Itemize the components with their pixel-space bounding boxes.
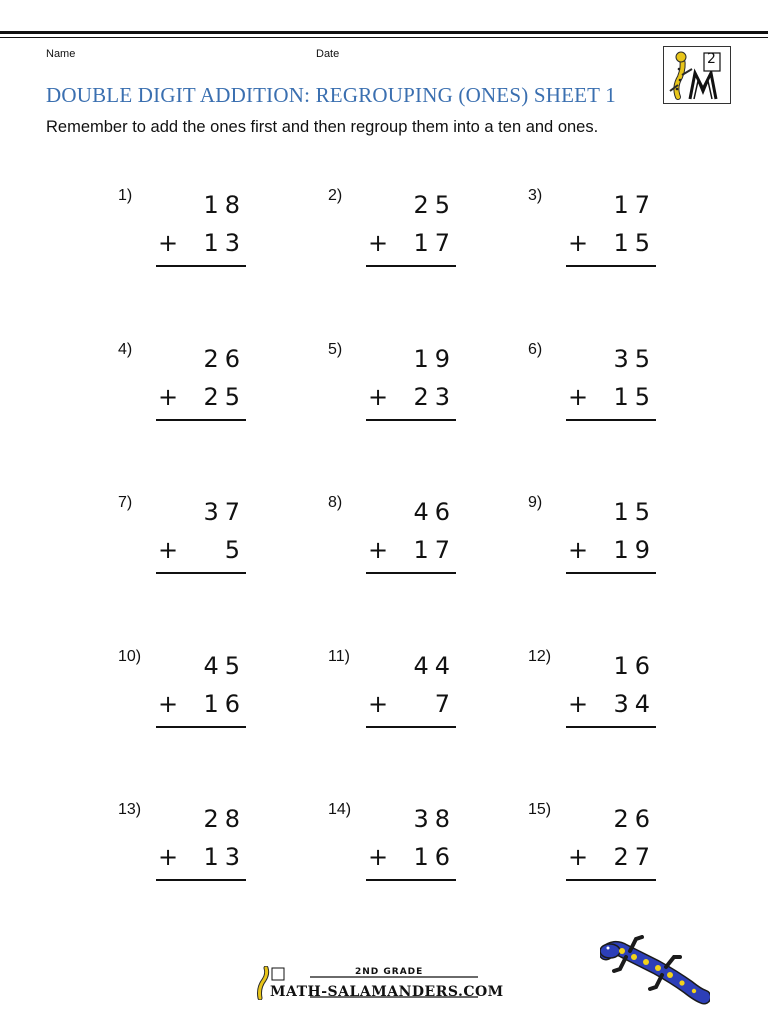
- problem-2: [328, 187, 488, 267]
- problem-number: 1): [118, 187, 133, 204]
- problem-bottom-addend: 15: [613, 229, 656, 257]
- problem-number: 4): [118, 341, 133, 358]
- answer-line: [566, 419, 656, 421]
- problem-9: [528, 494, 688, 574]
- problem-number: 14): [328, 801, 352, 818]
- problem-top-addend: 25: [413, 191, 456, 219]
- problem-bottom-addend: 27: [613, 843, 656, 871]
- answer-line: [366, 879, 456, 881]
- problem-10: [118, 648, 278, 728]
- problem-bottom-addend: 7: [421, 690, 456, 718]
- problem-bottom-addend: 17: [413, 229, 456, 257]
- plus-sign: +: [568, 383, 589, 411]
- grade-logo: [663, 46, 731, 104]
- problem-top-addend: 38: [413, 805, 456, 833]
- answer-line: [156, 879, 246, 881]
- problem-top-addend: 16: [613, 652, 656, 680]
- plus-sign: +: [158, 383, 179, 411]
- problem-11: [328, 648, 488, 728]
- answer-line: [366, 265, 456, 267]
- salamander-logo-icon: [664, 47, 730, 103]
- problem-top-addend: 19: [413, 345, 456, 373]
- problem-top-addend: 26: [203, 345, 246, 373]
- problem-6: [528, 341, 688, 421]
- plus-sign: +: [158, 229, 179, 257]
- problem-12: [528, 648, 688, 728]
- problem-bottom-addend: 34: [613, 690, 656, 718]
- answer-line: [156, 726, 246, 728]
- problem-1: [118, 187, 278, 267]
- problem-number: 9): [528, 494, 543, 511]
- problem-number: 10): [118, 648, 142, 665]
- salamander-icon: [600, 935, 710, 1005]
- footer-grade-label: 2ND GRADE: [355, 967, 424, 977]
- plus-sign: +: [368, 229, 389, 257]
- problem-top-addend: 18: [203, 191, 246, 219]
- problem-8: [328, 494, 488, 574]
- worksheet-title: DOUBLE DIGIT ADDITION: REGROUPING (ONES) SHEET 1: [46, 83, 616, 107]
- plus-sign: +: [368, 383, 389, 411]
- problem-5: [328, 341, 488, 421]
- problem-7: [118, 494, 278, 574]
- problem-number: 5): [328, 341, 343, 358]
- answer-line: [566, 265, 656, 267]
- header-rule-thin: [0, 37, 768, 38]
- problem-bottom-addend: 17: [413, 536, 456, 564]
- plus-sign: +: [158, 536, 179, 564]
- plus-sign: +: [568, 536, 589, 564]
- problem-top-addend: 35: [613, 345, 656, 373]
- problem-number: 2): [328, 187, 343, 204]
- problem-top-addend: 37: [203, 498, 246, 526]
- plus-sign: +: [368, 690, 389, 718]
- plus-sign: +: [158, 843, 179, 871]
- problem-top-addend: 17: [613, 191, 656, 219]
- date-label: Date: [316, 48, 340, 60]
- answer-line: [566, 572, 656, 574]
- problem-bottom-addend: 25: [203, 383, 246, 411]
- problem-15: [528, 801, 688, 881]
- worksheet-instructions: Remember to add the ones first and then regroup them into a ten and ones.: [46, 118, 599, 136]
- answer-line: [156, 572, 246, 574]
- name-label: Name: [46, 48, 76, 60]
- answer-line: [566, 726, 656, 728]
- plus-sign: +: [368, 843, 389, 871]
- answer-line: [366, 572, 456, 574]
- header-rule-thick: [0, 31, 768, 34]
- answer-line: [366, 419, 456, 421]
- problem-bottom-addend: 15: [613, 383, 656, 411]
- problem-bottom-addend: 16: [203, 690, 246, 718]
- problem-bottom-addend: 19: [613, 536, 656, 564]
- plus-sign: +: [568, 229, 589, 257]
- problem-13: [118, 801, 278, 881]
- problem-3: [528, 187, 688, 267]
- problem-bottom-addend: 5: [211, 536, 246, 564]
- logo-grade-number: 2: [707, 51, 716, 67]
- problem-4: [118, 341, 278, 421]
- problem-number: 7): [118, 494, 133, 511]
- problem-number: 15): [528, 801, 552, 818]
- footer-site-name: MATH-SALAMANDERS.COM: [270, 984, 504, 1000]
- problem-14: [328, 801, 488, 881]
- problem-top-addend: 44: [413, 652, 456, 680]
- problem-bottom-addend: 23: [413, 383, 456, 411]
- answer-line: [366, 726, 456, 728]
- plus-sign: +: [568, 843, 589, 871]
- salamander-illustration: [600, 935, 710, 1005]
- problem-bottom-addend: 13: [203, 229, 246, 257]
- problem-number: 11): [328, 648, 350, 665]
- problem-number: 12): [528, 648, 552, 665]
- plus-sign: +: [158, 690, 179, 718]
- answer-line: [156, 419, 246, 421]
- problem-number: 13): [118, 801, 142, 818]
- problem-top-addend: 46: [413, 498, 456, 526]
- answer-line: [566, 879, 656, 881]
- problem-number: 3): [528, 187, 543, 204]
- problem-top-addend: 45: [203, 652, 246, 680]
- answer-line: [156, 265, 246, 267]
- problem-number: 8): [328, 494, 343, 511]
- plus-sign: +: [368, 536, 389, 564]
- problem-top-addend: 28: [203, 805, 246, 833]
- problem-bottom-addend: 16: [413, 843, 456, 871]
- problem-top-addend: 15: [613, 498, 656, 526]
- problem-top-addend: 26: [613, 805, 656, 833]
- problem-number: 6): [528, 341, 543, 358]
- plus-sign: +: [568, 690, 589, 718]
- problem-bottom-addend: 13: [203, 843, 246, 871]
